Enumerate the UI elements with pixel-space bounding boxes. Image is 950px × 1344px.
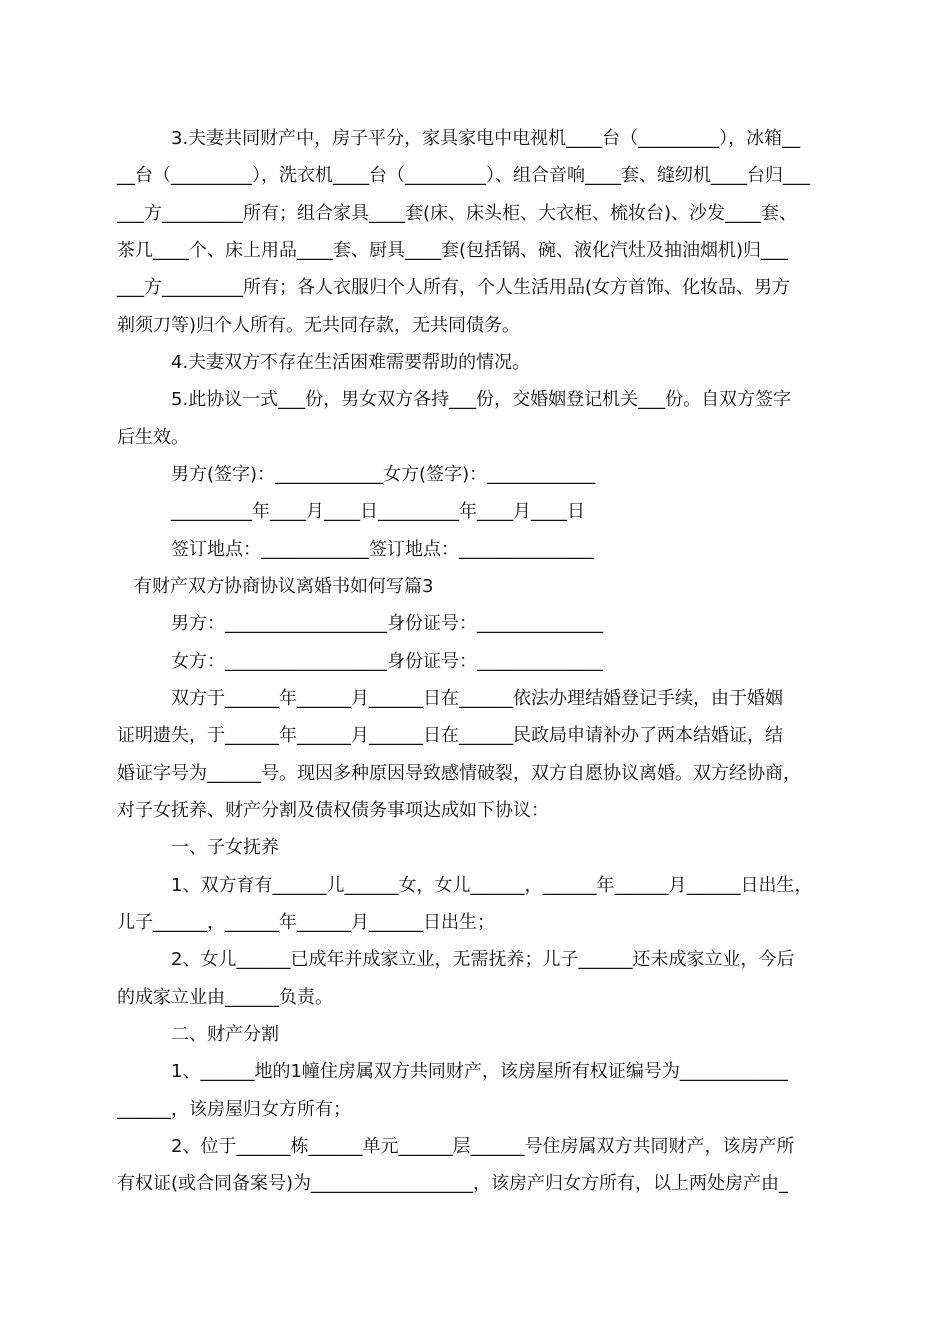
text-line: __台（_________），洗衣机____台（_________）、组合音响____套、缝纫机____台归___	[117, 165, 810, 186]
text-line: 婚证字号为______号。现因多种原因导致感情破裂，双方自愿协议离婚。双方经协商，	[117, 763, 801, 784]
heading-child-custody: 一、子女抚养	[171, 837, 279, 858]
text-line: 1、双方育有______儿______女，女儿______，______年______月______日出生，	[171, 875, 813, 896]
text-line: 的成家立业由______负责。	[117, 987, 333, 1008]
text-line: 茶几____个、床上用品____套、厨具____套(包括锅、碗、液化汽灶及抽油烟机)归___	[117, 240, 789, 261]
text-line: 后生效。	[117, 427, 189, 448]
text-line: 5.此协议一式___份，男女双方各持___份，交婚姻登记机关___份。自双方签字	[171, 389, 792, 410]
text-line: 剃须刀等)归个人所有。无共同存款，无共同债务。	[117, 315, 521, 336]
heading-property-division: 二、财产分割	[171, 1024, 279, 1045]
text-line: 4.夫妻双方不存在生活困难需要帮助的情况。	[171, 352, 531, 373]
text-line: 有权证(或合同备案号)为__________________，该房产归女方所有，以上两处房产由_	[117, 1173, 789, 1194]
signature-line: 男方(签字)：____________女方(签字)：____________	[171, 464, 596, 485]
date-line: _________年____月____日_________年____月____日	[171, 501, 585, 522]
text-line: 1、______地的1幢住房属双方共同财产，该房屋所有权证编号为____________	[171, 1061, 788, 1082]
female-id-line: 女方：__________________身份证号：______________	[171, 651, 603, 672]
text-line: 3.夫妻共同财产中，房子平分，家具家电中电视机____台（_________），冰箱__	[171, 128, 801, 149]
text-line: 双方于______年______月______日在______依法办理结婚登记手续，由于婚姻	[171, 688, 783, 709]
location-line: 签订地点：____________签订地点：_______________	[171, 539, 594, 560]
text-line: ______，该房屋归女方所有；	[117, 1099, 351, 1120]
section-title: 有财产双方协商协议离婚书如何写篇3	[134, 576, 434, 597]
text-line: ___方_________所有；组合家具____套(床、床头柜、大衣柜、梳妆台)、沙发____套、	[117, 203, 798, 224]
text-line: 证明遗失，于______年______月______日在______民政局申请补办了两本结婚证，结	[117, 725, 783, 746]
text-line: 2、女儿______已成年并成家立业，无需抚养；儿子______还未成家立业，今后	[171, 949, 795, 970]
text-line: ___方_________所有；各人衣服归个人所有，个人生活用品(女方首饰、化妆品、男方	[117, 277, 791, 298]
male-id-line: 男方：__________________身份证号：______________	[171, 613, 603, 634]
text-line: 对子女抚养、财产分割及债权债务事项达成如下协议：	[117, 800, 549, 821]
text-line: 儿子______，______年______月______日出生；	[117, 912, 495, 933]
text-line: 2、位于______栋______单元______层______号住房属双方共同财产，该房产所	[171, 1136, 795, 1157]
